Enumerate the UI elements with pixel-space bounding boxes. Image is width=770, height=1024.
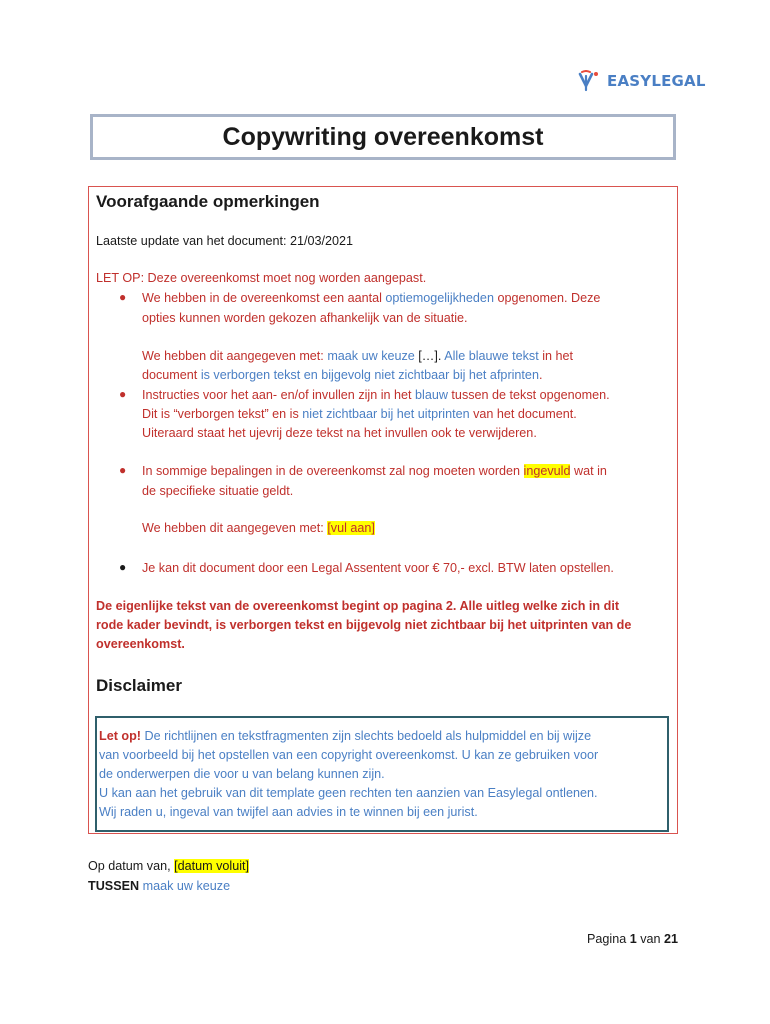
letop-note: LET OP: Deze overeenkomst moet nog worden aangepast. [96, 271, 427, 285]
bullet-3-line-3: We hebben dit aangegeven met: [vul aan] [142, 521, 375, 535]
remarks-heading: Voorafgaande opmerkingen [96, 192, 320, 211]
disclaimer-line-2: van voorbeeld bij het opstellen van een copyright overeenkomst. U kan ze gebruiken voor [99, 748, 599, 762]
bullet-2-line-3: Uiteraard staat het ujevrij deze tekst na het invullen ook te verwijderen. [142, 426, 537, 440]
bullet-4: Je kan dit document door een Legal Assentent voor € 70,- excl. BTW laten opstellen. [142, 561, 614, 575]
disclaimer-line-5: Wij raden u, ingeval van twijfel aan advies in te winnen bij een jurist. [99, 805, 478, 819]
date-line: Op datum van, [datum voluit] [88, 859, 250, 873]
bullet-2-line-1: Instructies voor het aan- en/of invullen zijn in het blauw tussen de tekst opgenomen. [142, 388, 610, 402]
bullet-1-line-1: We hebben in de overeenkomst een aantal optiemogelijkheden opgenomen. Deze [142, 291, 601, 305]
disclaimer-line-1: Let op! De richtlijnen en tekstfragmenten zijn slechts bedoeld als hulpmiddel en bij wijze [99, 729, 592, 743]
bullet-dot: ● [119, 290, 127, 304]
easylegal-logo [578, 70, 706, 92]
disclaimer-heading: Disclaimer [96, 676, 182, 695]
bullet-1-line-2: opties kunnen worden gekozen afhankelijk van de situatie. [142, 311, 468, 325]
bullet-dot: ● [119, 387, 127, 401]
bullet-dot: ● [119, 560, 127, 574]
easylegal-logo-icon [578, 70, 602, 92]
bold-note-line-2: rode kader bevindt, is verborgen tekst en bijgevolg niet zichtbaar bij het uitprinten van de [96, 618, 632, 632]
bold-note-line-1: De eigenlijke tekst van de overeenkomst begint op pagina 2. Alle uitleg welke zich in dit [96, 599, 620, 613]
bullet-dot: ● [119, 463, 127, 477]
page-footer: Pagina 1 van 21 [587, 932, 679, 946]
last-update: Laatste update van het document: 21/03/2021 [96, 234, 353, 248]
logo-text: EASYLEGAL [607, 72, 706, 90]
bullet-1-line-4: document is verborgen tekst en bijgevolg niet zichtbaar bij het afprinten. [142, 368, 543, 382]
bullet-1-line-3: We hebben dit aangegeven met: maak uw keuze […]. Alle blauwe tekst in het [142, 349, 574, 363]
tussen-line: TUSSEN maak uw keuze [88, 879, 231, 893]
disclaimer-line-4: U kan aan het gebruik van dit template geen rechten ten aanzien van Easylegal ontlenen. [99, 786, 598, 800]
bullet-3-line-1: In sommige bepalingen in de overeenkomst zal nog moeten worden ingevuld wat in [142, 464, 607, 478]
bold-note-line-3: overeenkomst. [96, 637, 185, 651]
title-box [90, 114, 676, 160]
bullet-3-line-2: de specifieke situatie geldt. [142, 484, 294, 498]
document-title: Copywriting overeenkomst [222, 122, 544, 151]
bullet-2-line-2: Dit is “verborgen tekst” en is niet zichtbaar bij het uitprinten van het document. [142, 407, 577, 421]
disclaimer-line-3: de onderwerpen die voor u van belang kunnen zijn. [99, 767, 385, 781]
